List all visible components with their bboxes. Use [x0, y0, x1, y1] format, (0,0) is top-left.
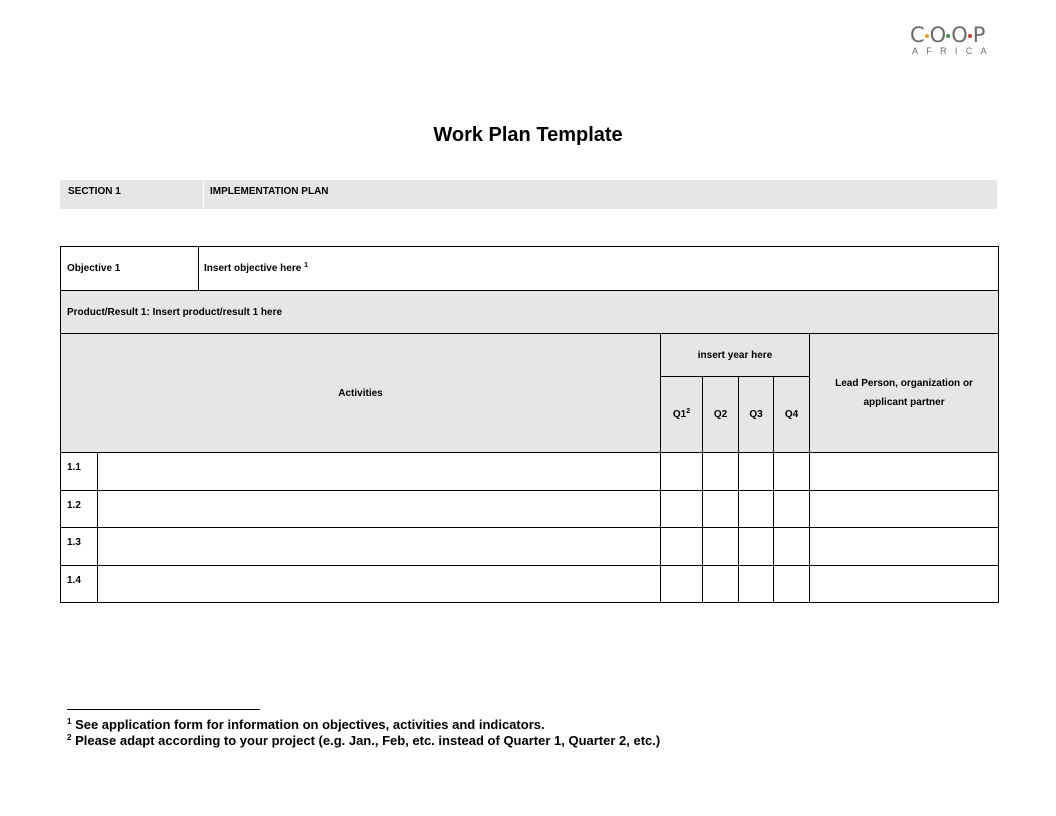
quarter-header-q3: Q3: [739, 377, 774, 453]
q3-cell[interactable]: [739, 566, 774, 603]
logo-letter: O: [951, 23, 967, 47]
footnote-marker: 2: [67, 733, 72, 742]
section-header: [60, 180, 997, 209]
footnotes: [67, 717, 660, 749]
logo-subtitle: AFRICA: [912, 46, 995, 56]
footnote-ref: 2: [686, 408, 691, 415]
quarter-header-q1: [661, 377, 703, 453]
activity-row: [61, 491, 999, 528]
q2-cell[interactable]: [703, 491, 739, 528]
logo-dot: [925, 34, 929, 38]
q1-cell[interactable]: [661, 528, 703, 566]
q1-cell[interactable]: [661, 453, 703, 491]
activity-cell[interactable]: [98, 566, 661, 603]
year-header-input[interactable]: insert year here: [661, 334, 810, 377]
activity-row: [61, 528, 999, 566]
section-name: IMPLEMENTATION PLAN: [210, 186, 329, 197]
footnote-marker: 1: [67, 717, 72, 726]
q4-cell[interactable]: [774, 528, 810, 566]
section-number: SECTION 1: [60, 180, 204, 209]
quarter-label: Q1: [672, 409, 687, 420]
q3-cell[interactable]: [739, 491, 774, 528]
footnote-text: Please adapt according to your project (e.g. Jan., Feb, etc. instead of Quarter 1, Quarter 2, etc.): [71, 733, 661, 748]
lead-header-line2: applicant partner: [863, 397, 945, 408]
lead-person-cell[interactable]: [810, 491, 999, 528]
logo-letter: O: [929, 23, 946, 47]
q4-cell[interactable]: [774, 453, 810, 491]
work-plan-table: [60, 246, 999, 603]
activity-number: 1.1: [61, 453, 98, 491]
footnote-ref: 1: [304, 262, 308, 269]
activity-row: [61, 566, 999, 603]
logo-letter: P: [972, 23, 985, 47]
footnote-1: [67, 717, 660, 733]
header-row-top: [61, 334, 999, 377]
logo-letter: C: [910, 23, 924, 47]
q2-cell[interactable]: [703, 453, 739, 491]
objective-input[interactable]: [199, 247, 999, 291]
q3-cell[interactable]: [739, 453, 774, 491]
lead-person-cell[interactable]: [810, 566, 999, 603]
q1-cell[interactable]: [661, 566, 703, 603]
q4-cell[interactable]: [774, 566, 810, 603]
q4-cell[interactable]: [774, 491, 810, 528]
product-result-input[interactable]: Product/Result 1: Insert product/result 1 here: [61, 291, 999, 334]
footnote-text: See application form for information on objectives, activities and indicators.: [71, 717, 545, 732]
logo-dot: [946, 34, 950, 38]
activity-number: 1.3: [61, 528, 98, 566]
quarter-header-q4: Q4: [774, 377, 810, 453]
activity-cell[interactable]: [98, 528, 661, 566]
lead-header-line1: Lead Person, organization or: [835, 378, 973, 389]
lead-person-header: [810, 334, 999, 453]
footnote-separator: [67, 709, 260, 710]
activity-number: 1.4: [61, 566, 98, 603]
logo-wordmark: [910, 23, 994, 47]
q2-cell[interactable]: [703, 566, 739, 603]
activity-cell[interactable]: [98, 491, 661, 528]
activity-number: 1.2: [61, 491, 98, 528]
activity-row: [61, 453, 999, 491]
objective-label: Objective 1: [61, 247, 199, 291]
logo-dot: [968, 34, 972, 38]
activity-cell[interactable]: [98, 453, 661, 491]
product-result-row: [61, 291, 999, 334]
q3-cell[interactable]: [739, 528, 774, 566]
page-title: Work Plan Template: [433, 124, 623, 146]
lead-person-cell[interactable]: [810, 453, 999, 491]
objective-text: Insert objective here: [204, 263, 302, 274]
activities-header: Activities: [61, 334, 661, 453]
coop-africa-logo: [910, 23, 995, 56]
lead-person-cell[interactable]: [810, 528, 999, 566]
footnote-2: [67, 733, 660, 749]
q2-cell[interactable]: [703, 528, 739, 566]
objective-row: [61, 247, 999, 291]
quarter-header-q2: Q2: [703, 377, 739, 453]
q1-cell[interactable]: [661, 491, 703, 528]
